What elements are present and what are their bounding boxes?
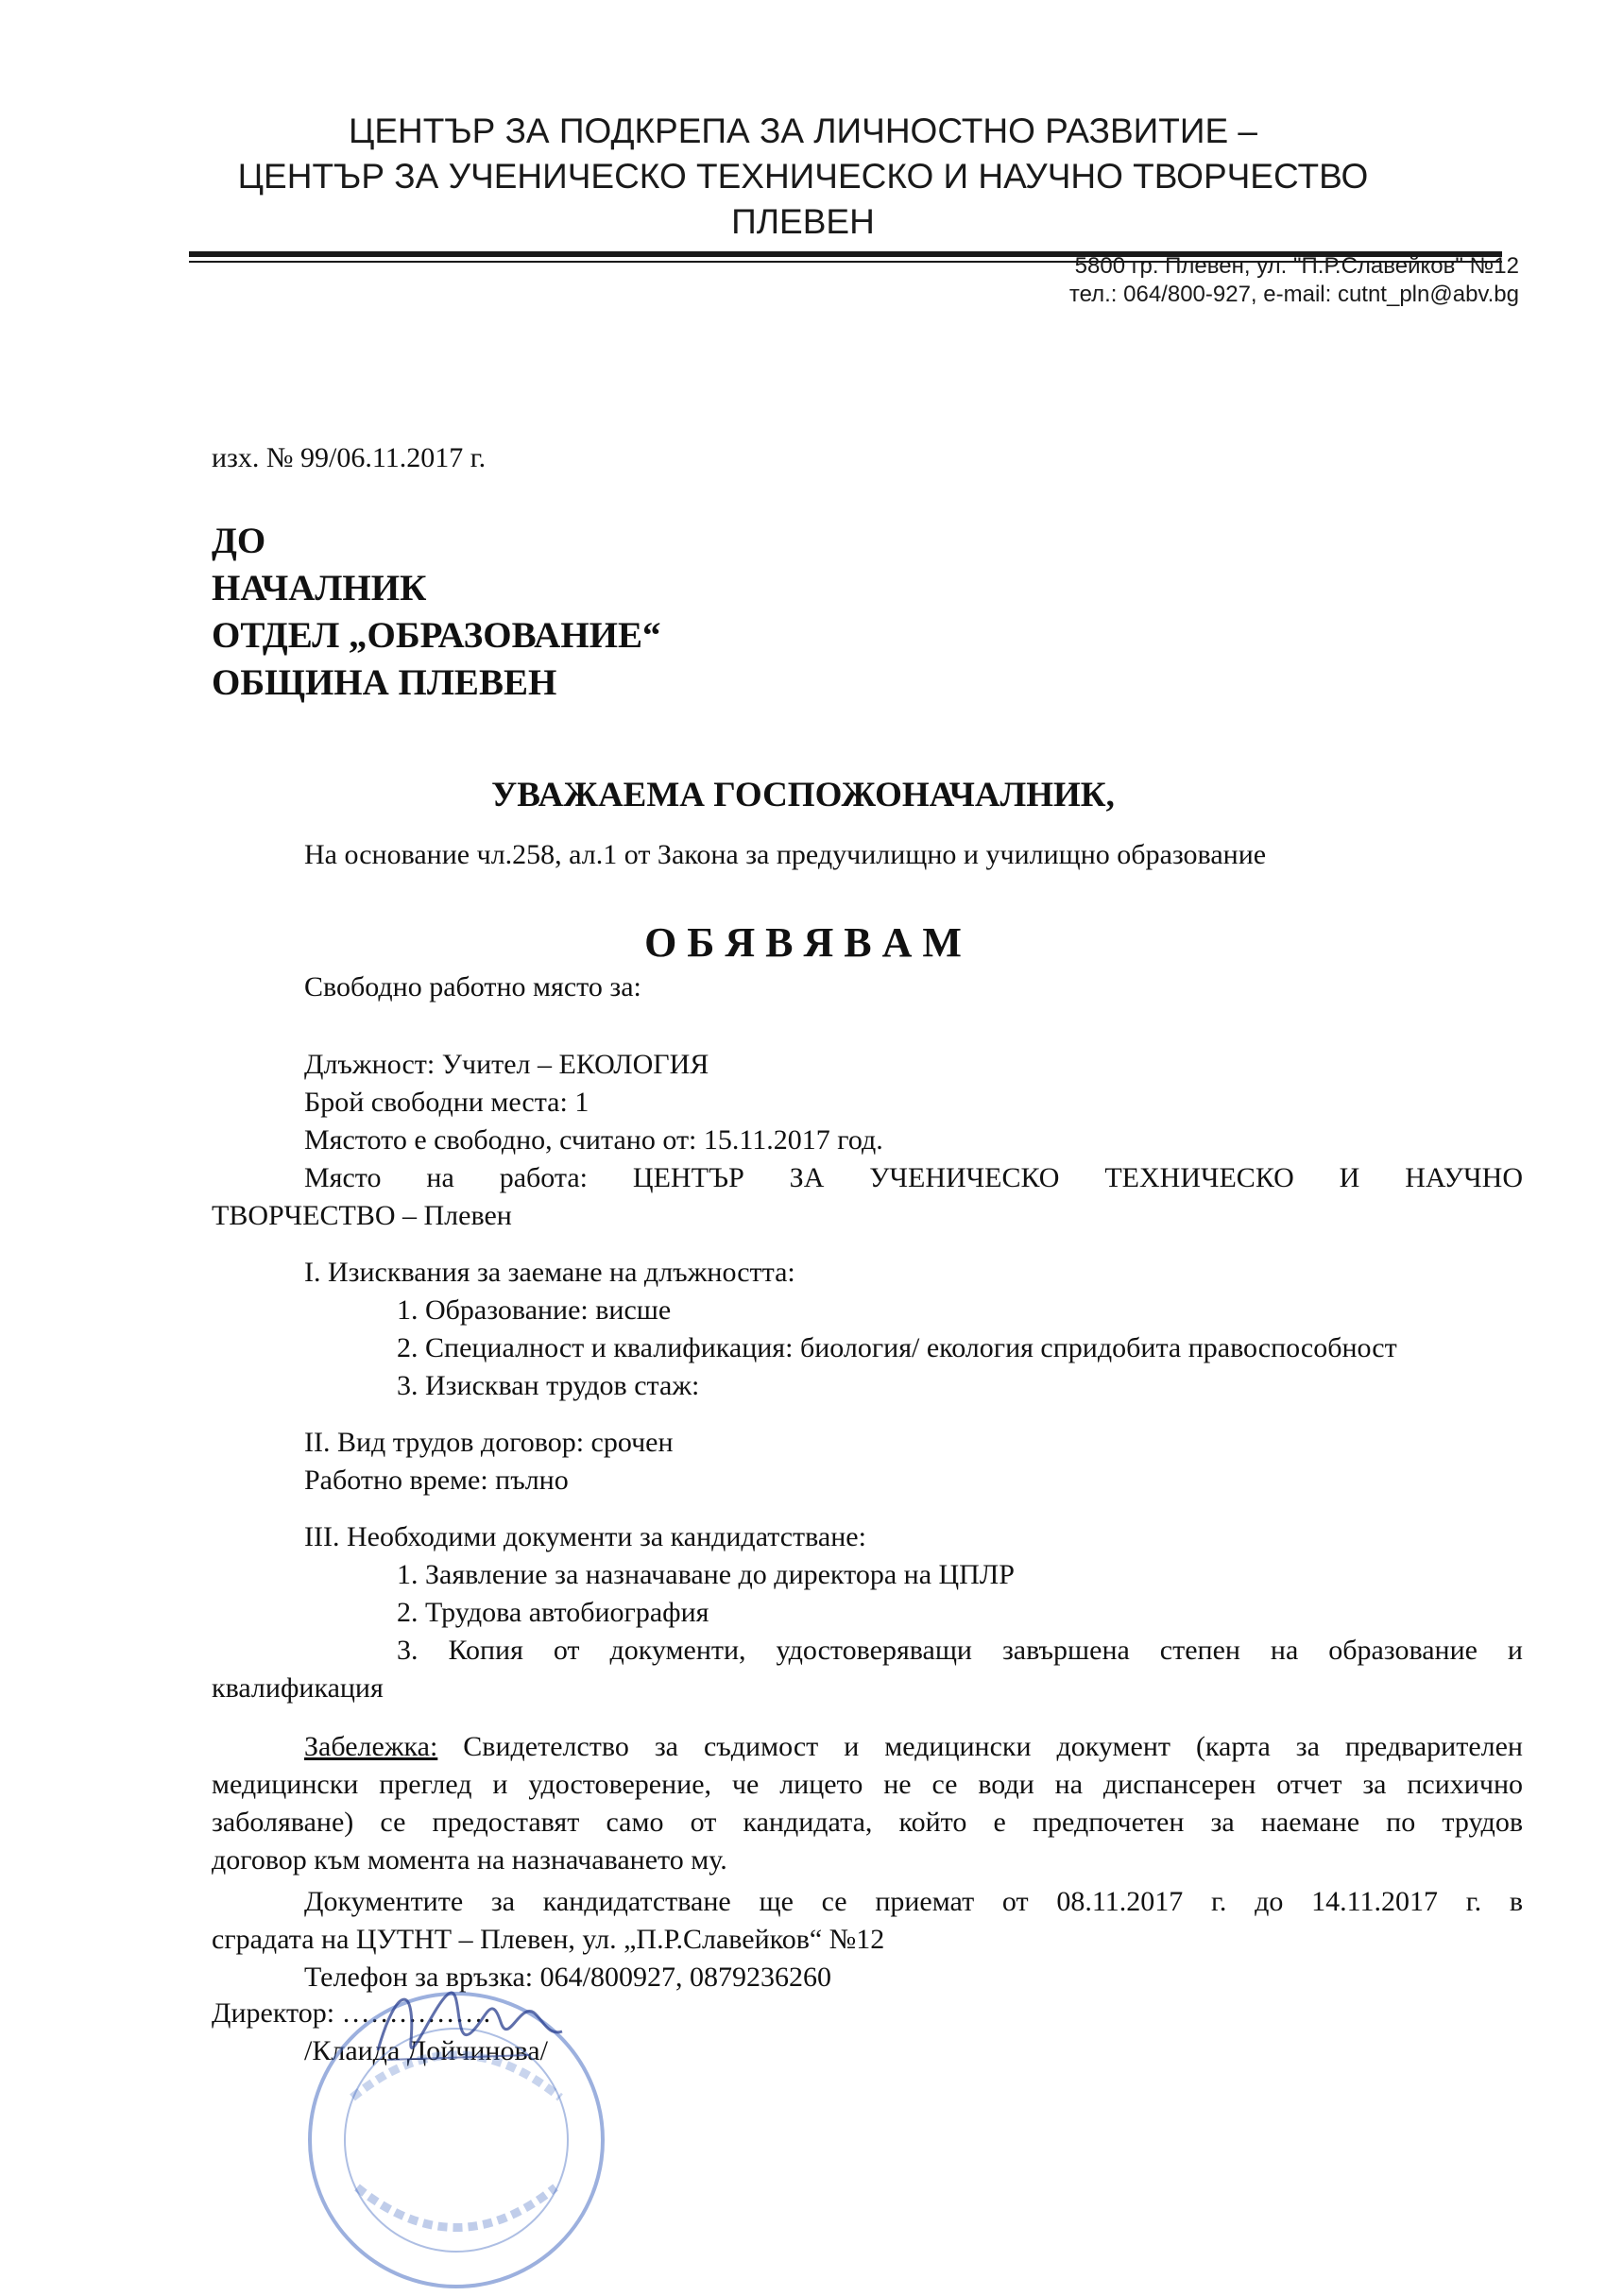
free-places: Брой свободни места: 1 xyxy=(304,1087,589,1118)
note-line-2: медицински преглед и удостоверение, че лицето не се води на диспансерен отчет за психично xyxy=(212,1769,1523,1800)
director-name: /Клаида Дойчинова/ xyxy=(304,2035,548,2066)
requirement-item: 3. Изискван трудов стаж: xyxy=(397,1370,700,1401)
letterhead-contacts: тел.: 064/800-927, e-mail: cutnt_pln@abv.bg xyxy=(1068,282,1519,307)
reference-number: изх. № 99/06.11.2017 г. xyxy=(212,442,487,473)
workplace-line-1: Място на работа: ЦЕНТЪР ЗА УЧЕНИЧЕСКО ТЕХНИЧЕСКО И НАУЧНО xyxy=(304,1162,1523,1193)
document-item: 3. Копия от документи, удостоверяващи завършена степен на образование и xyxy=(397,1635,1523,1666)
director-signature xyxy=(359,1965,576,2098)
salutation: УВАЖАЕМА ГОСПОЖОНАЧАЛНИК, xyxy=(491,776,1115,814)
position-title: Длъжност: Учител – ЕКОЛОГИЯ xyxy=(304,1049,709,1080)
free-from-date: Мястото е свободно, считано от: 15.11.2017 год. xyxy=(304,1124,883,1156)
note-line-4: договор към момента на назначаването му. xyxy=(212,1844,727,1876)
submission-line-1: Документите за кандидатстване ще се приемат от 08.11.2017 г. до 14.11.2017 г. в xyxy=(304,1886,1523,1917)
document-item: 1. Заявление за назначаване до директора на ЦПЛР xyxy=(397,1559,1015,1590)
section-documents-title: III. Необходими документи за кандидатстване: xyxy=(304,1521,866,1552)
recipient-line: ОТДЕЛ „ОБРАЗОВАНИЕ“ xyxy=(212,615,661,656)
document-item: 2. Трудова автобиография xyxy=(397,1597,709,1628)
announcement-heading: О Б Я В Я В А М xyxy=(644,919,962,966)
note-line-1: Забележка: Свидетелство за съдимост и медицински документ (карта за предварителен xyxy=(304,1731,1523,1762)
note-label: Забележка: xyxy=(304,1731,438,1762)
vacancy-intro: Свободно работно място за: xyxy=(304,971,641,1002)
submission-line-2: сградата на ЦУТНТ – Плевен, ул. „П.Р.Славейков“ №12 xyxy=(212,1924,885,1955)
legal-basis: На основание чл.258, ал.1 от Закона за предучилищно и училищно образование xyxy=(304,839,1267,870)
work-time: Работно време: пълно xyxy=(304,1465,569,1496)
recipient-line: НАЧАЛНИК xyxy=(212,568,427,608)
letterhead-line-1: ЦЕНТЪР ЗА ПОДКРЕПА ЗА ЛИЧНОСТНО РАЗВИТИЕ – xyxy=(348,111,1258,150)
workplace-line-2: ТВОРЧЕСТВО – Плевен xyxy=(212,1200,512,1231)
recipient-line: ОБЩИНА ПЛЕВЕН xyxy=(212,662,557,703)
letterhead-line-3: ПЛЕВЕН xyxy=(731,202,875,241)
letterhead-address: 5800 гр. Плевен, ул. "П.Р.Славейков" №12 xyxy=(1074,253,1519,279)
section-requirements-title: I. Изисквания за заемане на длъжността: xyxy=(304,1257,795,1288)
document-item-continuation: квалификация xyxy=(212,1672,384,1704)
contact-phone: Телефон за връзка: 064/800927, 0879236260 xyxy=(304,1962,831,1993)
director-label: Директор: ……………. xyxy=(212,1997,491,2029)
requirement-item: 2. Специалност и квалификация: биология/ екология спридобита правоспособност xyxy=(397,1332,1397,1363)
recipient-line: ДО xyxy=(212,521,266,561)
requirement-item: 1. Образование: висше xyxy=(397,1294,672,1326)
note-line-3: заболяване) се предоставят само от кандидата, който е предпочетен за наемане по трудов xyxy=(212,1807,1523,1838)
letterhead-line-2: ЦЕНТЪР ЗА УЧЕНИЧЕСКО ТЕХНИЧЕСКО И НАУЧНО ТВОРЧЕСТВО xyxy=(237,157,1369,196)
section-contract-title: II. Вид трудов договор: срочен xyxy=(304,1427,674,1458)
